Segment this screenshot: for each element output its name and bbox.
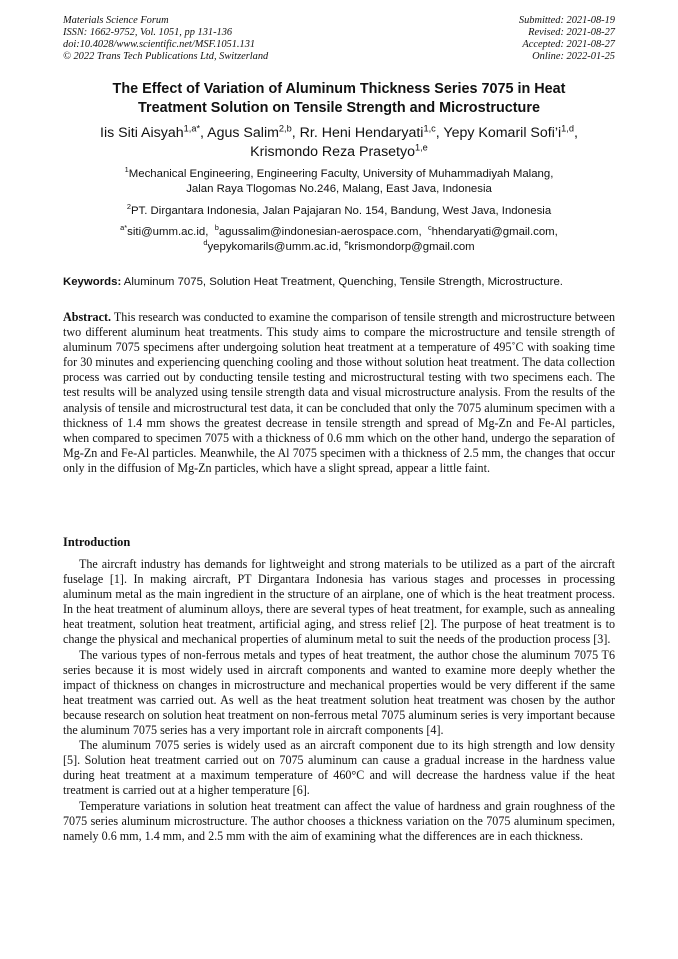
copyright-line: © 2022 Trans Tech Publications Ltd, Switzerland — [63, 51, 269, 62]
author-list: Iis Siti Aisyah$^{1,a*}$, Agus Salim$^{2,b}$, Rr. Heni Hendaryati$^{1,c}$, Yepy Komaril $Sofi’i^{1,d}$, Krismondo Reza Prasetyo$^{1,e}$ — [100, 123, 578, 160]
abstract-text: This research was conducted to examine the comparison of tensile strength and microstructure between two different aluminum heat treatments. This study aims to compare the microstructure and tensile strength of aluminum 7075 specimens after undergoing solution heat treatment at a temperature of 495˚C with soaking time for 30 minutes and experiencing quenching cooling and those without solution heat treatment. The data collection process was carried out by conducting tensile testing and microstructural testing with two specimens each. The test results will be analyzed using tensile strength data and visual microstructure analysis. From the results of the analysis of tensile and microstructural test data, it can be concluded that only the 7075 aluminum specimen with a thickness of 1.4 mm shows the greatest decrease in tensile strength and spread of Mg-Zn and Fe-Al particles, when compared to specimen 7075 with a thickness of 0.6 mm which on the other hand, undergo the separation of Mg-Zn and Fe-Al particles. Meanwhile, the Al 7075 specimen with a thickness of 2.5 mm, the changes that occur only in the diffusion of Mg-Zn particles, which have a slight spread, appear a little faint. — [63, 310, 615, 475]
email-link[interactable]: yepykomarils@umm.ac.id, — [207, 241, 342, 253]
keywords — [63, 275, 623, 290]
paragraph: The aircraft industry has demands for lightweight and strong materials to be utilized as a part of the aircraft fuselage [1]. In making aircraft, PT Dirgantara Indonesia has various stages and processes in processing aluminum metal as the main ingredient in the structure of an airplane, one of which is the heat treatment process. In the heat treatment of aluminum alloys, there are several types of heat treatment, for example, such as annealing heat treatment, solution heat treatment, artificial aging, and stress relief [2]. The purpose of heat treatment is to change the physical and mechanical properties of aluminum metal to suit the needs of the production process [3]. — [63, 557, 615, 647]
author-sup: 1,e — [414, 142, 428, 153]
author-sup: 1,d — [561, 123, 574, 134]
journal-name: Materials Science Forum — [63, 15, 169, 26]
affiliation-1: $^1$Mechanical Engineering, Engineering Faculty, University of Muhammadiyah Malang, Jalan Raya Tlogomas No.246, Malang, East Java, Indonesia — [124, 165, 554, 195]
author-name: Iis Siti Aisyah — [100, 125, 184, 141]
keywords-text: Aluminum 7075, Solution Heat Treatment, Quenching, Tensile Strength, Microstructure. — [123, 276, 563, 288]
author-emails: $^{a*}$siti@umm.ac.id, $^b$agussalim@indonesian-aerospace.com, $^c$hhendaryati@gmail.com, $^d$yepykomarils@umm.ac.id, $^e$krismondorp@gmail.com — [120, 223, 558, 253]
submitted-date: Submitted: 2021-08-19 — [518, 15, 615, 26]
keywords-label: Keywords: — [63, 276, 122, 288]
email-link[interactable]: agussalim@indonesian-aerospace.com, — [218, 226, 422, 238]
author-sup: 2,b — [278, 123, 292, 134]
abstract-label: Abstract. — [63, 310, 112, 324]
title-line-1: The Effect of Variation of Aluminum Thickness Series 7075 in Heat — [112, 81, 566, 97]
author-name: Krismondo Reza Prasetyo — [250, 144, 415, 160]
paragraph: The various types of non-ferrous metals and types of heat treatment, the author chose the aluminum 7075 T6 series because it is most widely used in aircraft components and wanted to examine more deeply whether the impact of thickness on changes in microstructure and mechanical properties would be very different if the same heat treatment was carried out. As well as the heat treatment solution heat treatment was chosen by the author because research on solution heat treatment on non-ferrous metal 7075 aluminum series is very important because the aluminum 7075 series has a very important role in aircraft components [4]. — [63, 647, 615, 738]
accepted-date: Accepted: 2021-08-27 — [522, 39, 615, 50]
paper-title — [63, 80, 615, 118]
online-date: Online: 2022-01-25 — [532, 51, 615, 62]
author-sup: 1,c — [423, 123, 436, 134]
paragraph: Temperature variations in solution heat treatment can affect the value of hardness and grain roughness of the 7075 series aluminum microstructure. The author chooses a thickness variation on the 7075 aluminum specimen, namely 0.6 mm, 1.4 mm, and 2.5 mm with the aim of examining what the differences are in each thickness. — [63, 798, 615, 843]
author-sup: 1,a* — [183, 123, 201, 134]
abstract — [63, 310, 615, 476]
revised-date: Revised: 2021-08-27 — [528, 27, 615, 38]
section-heading: Introduction — [63, 535, 131, 549]
author-name: Yepy Komaril Sofi’i — [443, 125, 562, 141]
introduction-body — [63, 557, 615, 844]
email-link[interactable]: krismondorp@gmail.com — [348, 241, 475, 253]
issn-line: ISSN: 1662-9752, Vol. 1051, pp 131-136 — [63, 27, 233, 38]
email-link[interactable]: hhendaryati@gmail.com, — [431, 226, 558, 238]
doi-line[interactable]: doi:10.4028/www.scientific.net/MSF.1051.131 — [63, 39, 256, 50]
affiliation-2: $^2$PT. Dirgantara Indonesia, Jalan Pajajaran No. 154, Bandung, West Java, Indonesia — [126, 202, 552, 217]
author-name: Rr. Heni Hendaryati — [299, 125, 424, 141]
journal-info — [63, 15, 268, 63]
author-name: Agus Salim — [207, 125, 279, 141]
submission-dates — [519, 15, 615, 63]
email-link[interactable]: siti@umm.ac.id, — [127, 226, 209, 238]
title-line-2: Treatment Solution on Tensile Strength and Microstructure — [138, 100, 540, 116]
paragraph: The aluminum 7075 series is widely used as an aircraft component due to its high strength and low density [5]. Solution heat treatment carried out on 7075 aluminum can cause a gradual increase in the hardness value during heat treatment at a maximum temperature of 460°C and will decrease the hardness value if the heat treatment is carried out at a higher temperature [6]. — [63, 738, 615, 798]
